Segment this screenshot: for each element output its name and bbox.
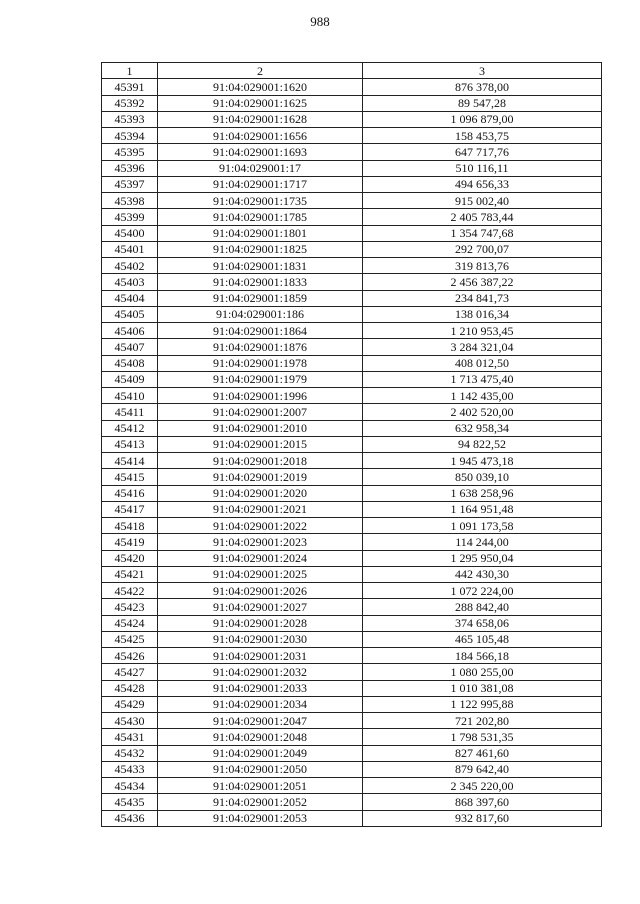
table-row: [102, 176, 602, 192]
cadastral-number-cell: 91:04:029001:186: [158, 306, 363, 322]
value-cell: 932 817,60: [363, 810, 602, 826]
row-number-cell: 45413: [102, 436, 158, 452]
table-row: [102, 355, 602, 371]
value-cell: 879 642,40: [363, 761, 602, 777]
row-number-cell: 45416: [102, 485, 158, 501]
value-cell: 1 080 255,00: [363, 664, 602, 680]
row-number-cell: 45436: [102, 810, 158, 826]
row-number-cell: 45401: [102, 241, 158, 257]
row-number-cell: 45410: [102, 388, 158, 404]
table-row: [102, 664, 602, 680]
value-cell: 184 566,18: [363, 648, 602, 664]
cadastral-number-cell: 91:04:029001:2031: [158, 648, 363, 664]
table-row: [102, 566, 602, 582]
registry-table: [101, 62, 602, 827]
cadastral-number-cell: 91:04:029001:2019: [158, 469, 363, 485]
table-row: [102, 160, 602, 176]
cadastral-number-cell: 91:04:029001:2025: [158, 566, 363, 582]
row-number-cell: 45421: [102, 566, 158, 582]
cadastral-number-cell: 91:04:029001:2026: [158, 583, 363, 599]
value-cell: 1 210 953,45: [363, 323, 602, 339]
table-row: [102, 339, 602, 355]
value-cell: 1 638 258,96: [363, 485, 602, 501]
cadastral-number-cell: 91:04:029001:17: [158, 160, 363, 176]
value-cell: 1 096 879,00: [363, 111, 602, 127]
cadastral-number-cell: 91:04:029001:1801: [158, 225, 363, 241]
row-number-cell: 45405: [102, 306, 158, 322]
row-number-cell: 45398: [102, 193, 158, 209]
table-row: [102, 485, 602, 501]
table-row: [102, 79, 602, 95]
row-number-cell: 45424: [102, 615, 158, 631]
cadastral-number-cell: 91:04:029001:1833: [158, 274, 363, 290]
value-cell: 510 116,11: [363, 160, 602, 176]
table-row: [102, 436, 602, 452]
cadastral-number-cell: 91:04:029001:2027: [158, 599, 363, 615]
cadastral-number-cell: 91:04:029001:2020: [158, 485, 363, 501]
table-row: [102, 745, 602, 761]
cadastral-number-cell: 91:04:029001:2023: [158, 534, 363, 550]
row-number-cell: 45411: [102, 404, 158, 420]
cadastral-number-cell: 91:04:029001:2047: [158, 713, 363, 729]
row-number-cell: 45415: [102, 469, 158, 485]
table-row: [102, 583, 602, 599]
value-cell: 2 345 220,00: [363, 778, 602, 794]
cadastral-number-cell: 91:04:029001:1876: [158, 339, 363, 355]
cadastral-number-cell: 91:04:029001:2049: [158, 745, 363, 761]
value-cell: 319 813,76: [363, 258, 602, 274]
cadastral-number-cell: 91:04:029001:2018: [158, 453, 363, 469]
cadastral-number-cell: 91:04:029001:1825: [158, 241, 363, 257]
table-row: [102, 371, 602, 387]
table-row: [102, 209, 602, 225]
table-header-row: [102, 63, 602, 79]
cadastral-number-cell: 91:04:029001:1717: [158, 176, 363, 192]
table-row: [102, 95, 602, 111]
value-cell: 2 405 783,44: [363, 209, 602, 225]
row-number-cell: 45412: [102, 420, 158, 436]
table-row: [102, 599, 602, 615]
table-row: [102, 111, 602, 127]
row-number-cell: 45433: [102, 761, 158, 777]
value-cell: 1 072 224,00: [363, 583, 602, 599]
table-row: [102, 794, 602, 810]
table-row: [102, 144, 602, 160]
table-row: [102, 420, 602, 436]
row-number-cell: 45414: [102, 453, 158, 469]
column-header-3: 3: [363, 63, 602, 79]
table-row: [102, 453, 602, 469]
row-number-cell: 45417: [102, 501, 158, 517]
row-number-cell: 45420: [102, 550, 158, 566]
value-cell: 158 453,75: [363, 128, 602, 144]
cadastral-number-cell: 91:04:029001:1628: [158, 111, 363, 127]
value-cell: 3 284 321,04: [363, 339, 602, 355]
cadastral-number-cell: 91:04:029001:2033: [158, 680, 363, 696]
cadastral-number-cell: 91:04:029001:1656: [158, 128, 363, 144]
row-number-cell: 45396: [102, 160, 158, 176]
table-row: [102, 550, 602, 566]
row-number-cell: 45407: [102, 339, 158, 355]
table-row: [102, 225, 602, 241]
table-row: [102, 729, 602, 745]
row-number-cell: 45408: [102, 355, 158, 371]
row-number-cell: 45427: [102, 664, 158, 680]
value-cell: 408 012,50: [363, 355, 602, 371]
cadastral-number-cell: 91:04:029001:2028: [158, 615, 363, 631]
row-number-cell: 45435: [102, 794, 158, 810]
page-number: 988: [310, 14, 330, 29]
cadastral-number-cell: 91:04:029001:2053: [158, 810, 363, 826]
row-number-cell: 45426: [102, 648, 158, 664]
value-cell: 292 700,07: [363, 241, 602, 257]
table-row: [102, 388, 602, 404]
row-number-cell: 45393: [102, 111, 158, 127]
value-cell: 647 717,76: [363, 144, 602, 160]
cadastral-number-cell: 91:04:029001:1979: [158, 371, 363, 387]
value-cell: 89 547,28: [363, 95, 602, 111]
row-number-cell: 45409: [102, 371, 158, 387]
table-row: [102, 615, 602, 631]
value-cell: 114 244,00: [363, 534, 602, 550]
value-cell: 868 397,60: [363, 794, 602, 810]
table-row: [102, 193, 602, 209]
value-cell: 1 798 531,35: [363, 729, 602, 745]
value-cell: 1 091 173,58: [363, 518, 602, 534]
cadastral-number-cell: 91:04:029001:2034: [158, 696, 363, 712]
value-cell: 721 202,80: [363, 713, 602, 729]
cadastral-number-cell: 91:04:029001:1859: [158, 290, 363, 306]
value-cell: 494 656,33: [363, 176, 602, 192]
cadastral-number-cell: 91:04:029001:1735: [158, 193, 363, 209]
row-number-cell: 45399: [102, 209, 158, 225]
table-row: [102, 323, 602, 339]
cadastral-number-cell: 91:04:029001:2052: [158, 794, 363, 810]
value-cell: 442 430,30: [363, 566, 602, 582]
cadastral-number-cell: 91:04:029001:1693: [158, 144, 363, 160]
row-number-cell: 45394: [102, 128, 158, 144]
row-number-cell: 45402: [102, 258, 158, 274]
value-cell: 1 713 475,40: [363, 371, 602, 387]
cadastral-number-cell: 91:04:029001:1978: [158, 355, 363, 371]
table-row: [102, 469, 602, 485]
value-cell: 1 945 473,18: [363, 453, 602, 469]
table-row: [102, 290, 602, 306]
value-cell: 1 142 435,00: [363, 388, 602, 404]
value-cell: 1 010 381,08: [363, 680, 602, 696]
value-cell: 1 164 951,48: [363, 501, 602, 517]
row-number-cell: 45422: [102, 583, 158, 599]
row-number-cell: 45425: [102, 631, 158, 647]
cadastral-number-cell: 91:04:029001:1625: [158, 95, 363, 111]
row-number-cell: 45431: [102, 729, 158, 745]
table-row: [102, 648, 602, 664]
cadastral-number-cell: 91:04:029001:1996: [158, 388, 363, 404]
value-cell: 1 122 995,88: [363, 696, 602, 712]
cadastral-number-cell: 91:04:029001:2010: [158, 420, 363, 436]
cadastral-number-cell: 91:04:029001:2032: [158, 664, 363, 680]
cadastral-number-cell: 91:04:029001:2021: [158, 501, 363, 517]
row-number-cell: 45404: [102, 290, 158, 306]
table-row: [102, 404, 602, 420]
table-row: [102, 761, 602, 777]
row-number-cell: 45434: [102, 778, 158, 794]
table-row: [102, 241, 602, 257]
column-header-1: 1: [102, 63, 158, 79]
row-number-cell: 45397: [102, 176, 158, 192]
row-number-cell: 45432: [102, 745, 158, 761]
value-cell: 288 842,40: [363, 599, 602, 615]
table-row: [102, 534, 602, 550]
row-number-cell: 45419: [102, 534, 158, 550]
row-number-cell: 45423: [102, 599, 158, 615]
row-number-cell: 45430: [102, 713, 158, 729]
table-row: [102, 518, 602, 534]
value-cell: 827 461,60: [363, 745, 602, 761]
row-number-cell: 45395: [102, 144, 158, 160]
cadastral-number-cell: 91:04:029001:2051: [158, 778, 363, 794]
row-number-cell: 45406: [102, 323, 158, 339]
cadastral-number-cell: 91:04:029001:2024: [158, 550, 363, 566]
cadastral-number-cell: 91:04:029001:2030: [158, 631, 363, 647]
value-cell: 2 402 520,00: [363, 404, 602, 420]
cadastral-number-cell: 91:04:029001:1785: [158, 209, 363, 225]
value-cell: 94 822,52: [363, 436, 602, 452]
value-cell: 234 841,73: [363, 290, 602, 306]
table-row: [102, 778, 602, 794]
table-row: [102, 501, 602, 517]
table-row: [102, 696, 602, 712]
value-cell: 915 002,40: [363, 193, 602, 209]
cadastral-number-cell: 91:04:029001:1864: [158, 323, 363, 339]
cadastral-number-cell: 91:04:029001:1620: [158, 79, 363, 95]
table-row: [102, 306, 602, 322]
table-row: [102, 631, 602, 647]
table-body: [102, 63, 602, 827]
cadastral-number-cell: 91:04:029001:2015: [158, 436, 363, 452]
cadastral-number-cell: 91:04:029001:2050: [158, 761, 363, 777]
row-number-cell: 45428: [102, 680, 158, 696]
table-row: [102, 810, 602, 826]
value-cell: 374 658,06: [363, 615, 602, 631]
value-cell: 1 354 747,68: [363, 225, 602, 241]
table-row: [102, 274, 602, 290]
table-row: [102, 680, 602, 696]
row-number-cell: 45429: [102, 696, 158, 712]
row-number-cell: 45403: [102, 274, 158, 290]
value-cell: 850 039,10: [363, 469, 602, 485]
value-cell: 876 378,00: [363, 79, 602, 95]
row-number-cell: 45392: [102, 95, 158, 111]
value-cell: 1 295 950,04: [363, 550, 602, 566]
row-number-cell: 45391: [102, 79, 158, 95]
column-header-2: 2: [158, 63, 363, 79]
cadastral-number-cell: 91:04:029001:2007: [158, 404, 363, 420]
table-row: [102, 713, 602, 729]
value-cell: 2 456 387,22: [363, 274, 602, 290]
table-row: [102, 128, 602, 144]
table-row: [102, 258, 602, 274]
cadastral-number-cell: 91:04:029001:2048: [158, 729, 363, 745]
cadastral-number-cell: 91:04:029001:1831: [158, 258, 363, 274]
cadastral-number-cell: 91:04:029001:2022: [158, 518, 363, 534]
row-number-cell: 45400: [102, 225, 158, 241]
value-cell: 138 016,34: [363, 306, 602, 322]
value-cell: 465 105,48: [363, 631, 602, 647]
row-number-cell: 45418: [102, 518, 158, 534]
value-cell: 632 958,34: [363, 420, 602, 436]
